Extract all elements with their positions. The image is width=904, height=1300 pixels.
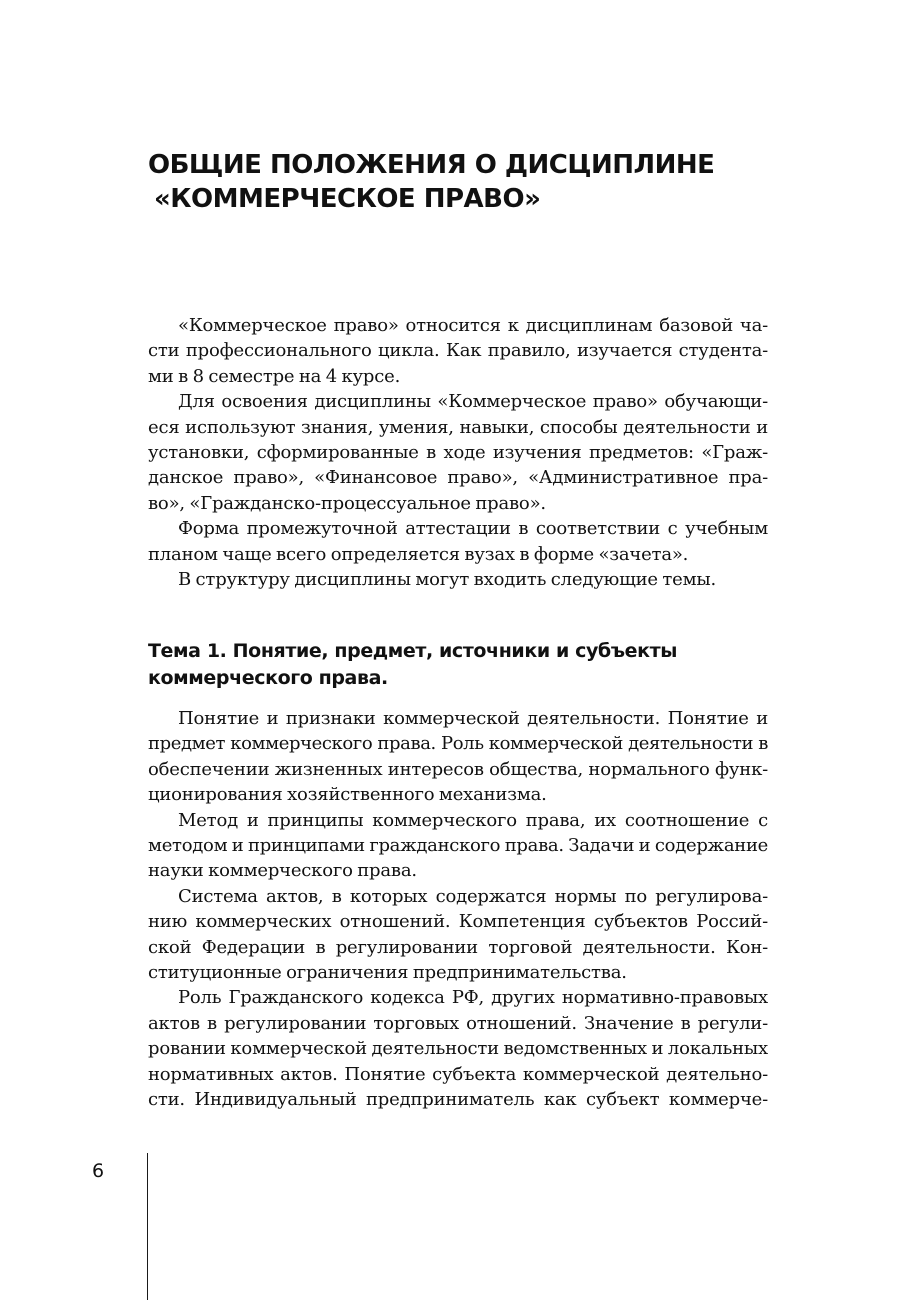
- topic-heading-line-2: коммерческого права.: [148, 667, 388, 689]
- text-line: Метод и принципы коммерческого права, их соотношение с: [178, 809, 768, 831]
- text-line: сти. Индивидуальный предприниматель как субъект коммерче-: [148, 1089, 768, 1111]
- text-line: Система актов, в которых содержатся нормы по регулирова-: [178, 885, 768, 907]
- text-line: науки коммерческого права.: [148, 860, 417, 882]
- text-line: данское право», «Финансовое право», «Административное пра-: [148, 467, 768, 489]
- text-line: предмет коммерческого права. Роль коммерческой деятельности в: [148, 733, 768, 755]
- topic-heading-line-1: Тема 1. Понятие, предмет, источники и субъекты: [148, 640, 678, 662]
- topic-1-text: [148, 706, 768, 1113]
- text-line: нормативных актов. Понятие субъекта коммерческой деятельно-: [148, 1063, 768, 1085]
- text-line: еся используют знания, умения, навыки, способы деятельности и: [148, 416, 768, 438]
- page-margin-rule: [147, 1153, 148, 1300]
- page-title-line-1: ОБЩИЕ ПОЛОЖЕНИЯ О ДИСЦИПЛИНЕ: [148, 150, 715, 180]
- text-line: Понятие и признаки коммерческой деятельности. Понятие и: [178, 708, 768, 729]
- text-line: ционирования хозяйственного механизма.: [148, 784, 547, 806]
- page-title: [148, 148, 788, 216]
- text-line: ституционные ограничения предпринимательства.: [148, 962, 627, 984]
- intro-text: [148, 313, 768, 592]
- page-title-line-2: «КОММЕРЧЕСКОЕ ПРАВО»: [154, 184, 541, 214]
- text-line: актов в регулировании торговых отношений. Значение в регули-: [148, 1012, 768, 1034]
- topic-1-heading: [148, 638, 768, 692]
- text-line: ской Федерации в регулировании торговой деятельности. Кон-: [148, 936, 768, 958]
- text-line: нию коммерческих отношений. Компетенция субъектов Россий-: [148, 911, 768, 933]
- text-line: во», «Гражданско-процессуальное право».: [148, 492, 546, 514]
- text-line: установки, сформированные в ходе изучения предметов: «Граж-: [148, 442, 768, 464]
- text-line: обеспечении жизненных интересов общества, нормального функ-: [148, 758, 768, 780]
- text-line: Для освоения дисциплины «Коммерческое право» обучающи-: [178, 391, 768, 413]
- text-line: Роль Гражданского кодекса РФ, других нормативно-правовых: [178, 987, 768, 1009]
- text-line: «Коммерческое право» относится к дисциплинам базовой ча-: [178, 315, 768, 336]
- text-line: ми в 8 семестре на 4 курсе.: [148, 365, 401, 387]
- text-line: ровании коммерческой деятельности ведомственных и локальных: [148, 1038, 768, 1060]
- text-line: планом чаще всего определяется вузах в форме «зачета».: [148, 543, 689, 565]
- text-line: В структуру дисциплины могут входить следующие темы.: [178, 569, 717, 591]
- text-line: методом и принципами гражданского права. Задачи и содержание: [148, 835, 768, 857]
- page-number: 6: [92, 1160, 105, 1182]
- text-line: Форма промежуточной аттестации в соответствии с учебным: [178, 518, 768, 540]
- text-line: сти профессионального цикла. Как правило, изучается студента-: [148, 340, 768, 362]
